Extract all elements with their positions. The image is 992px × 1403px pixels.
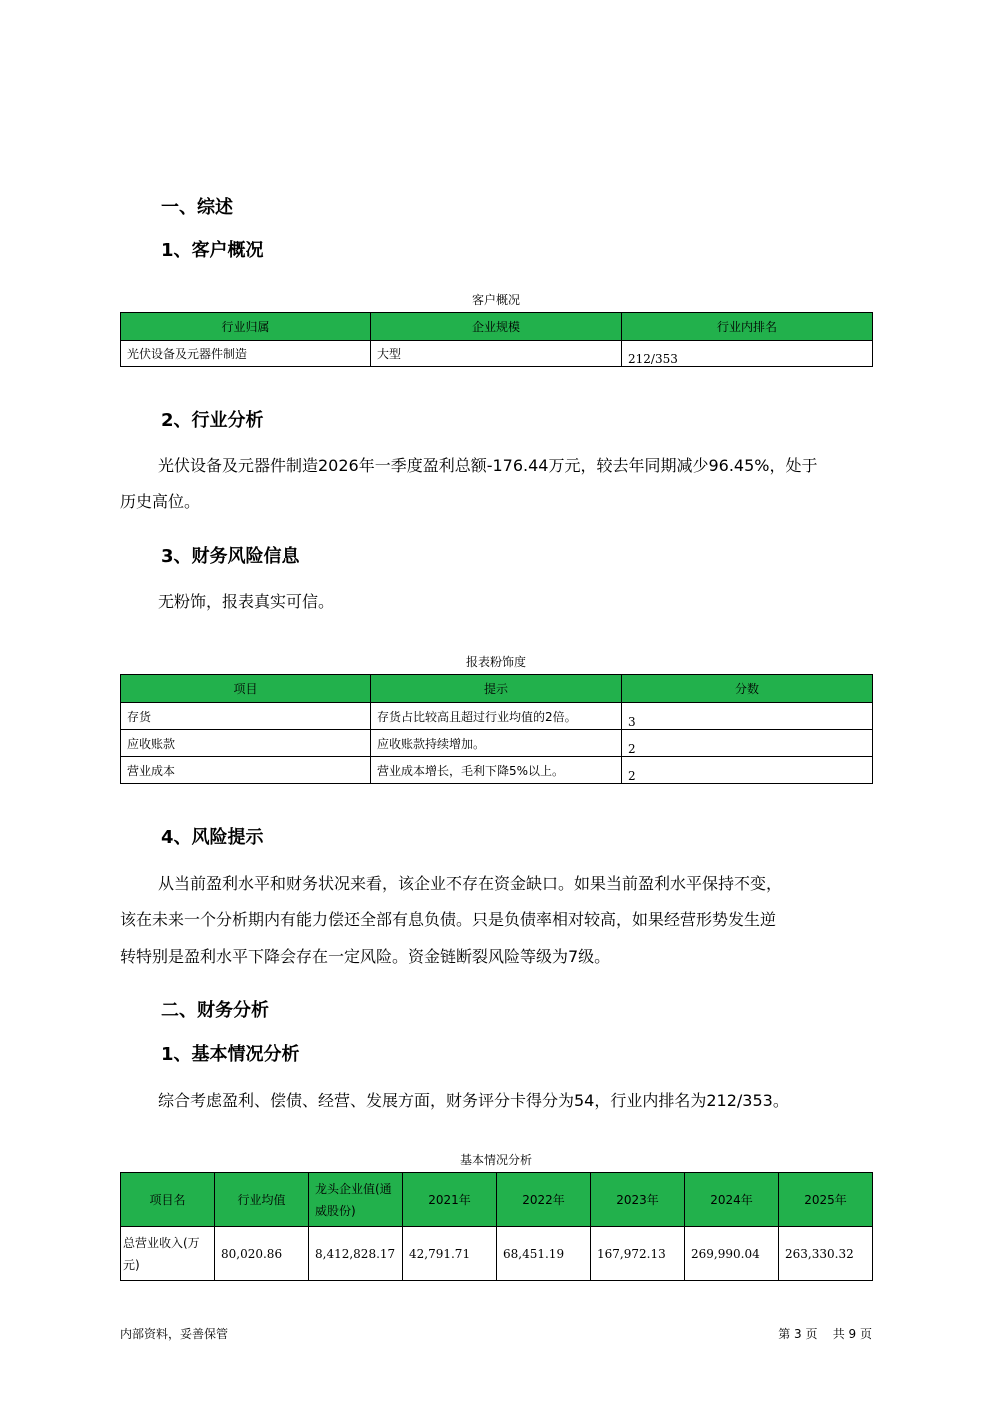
basic-table-caption: 基本情况分析	[459, 1153, 532, 1167]
paragraph-line: 从当前盈利水平和财务状况来看，该企业不存在资金缺口。如果当前盈利水平保持不变，	[158, 874, 783, 893]
subsection-title-risk-warning: 4、风险提示	[161, 827, 264, 848]
table-header-cell: 行业内排名	[622, 313, 873, 341]
table-header-cell: 2022年	[497, 1173, 591, 1227]
table-cell: 应收账款持续增加。	[371, 730, 622, 757]
table-cell: 存货	[121, 703, 371, 730]
table-cell: 3	[622, 703, 873, 730]
table-row	[121, 703, 873, 730]
table-cell: 8,412,828.17	[309, 1227, 403, 1281]
section-title-overview: 一、综述	[161, 197, 233, 218]
subsection-title-customer: 1、客户概况	[161, 240, 264, 261]
table-header-cell: 项目名	[121, 1173, 215, 1227]
table-cell: 营业成本增长，毛利下降5%以上。	[371, 757, 622, 784]
table-cell: 68,451.19	[497, 1227, 591, 1281]
table-row	[121, 730, 873, 757]
table-cell: 269,990.04	[685, 1227, 779, 1281]
whitewash-table	[120, 674, 873, 784]
table-cell: 总营业收入(万元)	[121, 1227, 215, 1281]
table-cell: 167,972.13	[591, 1227, 685, 1281]
table-cell: 42,791.71	[403, 1227, 497, 1281]
table-row	[121, 1227, 873, 1281]
paragraph-line: 综合考虑盈利、偿债、经营、发展方面，财务评分卡得分为54，行业内排名为212/353。	[158, 1091, 789, 1110]
paragraph-line: 该在未来一个分析期内有能力偿还全部有息负债。只是负债率相对较高，如果经营形势发生逆	[120, 910, 777, 929]
table-header-cell: 2023年	[591, 1173, 685, 1227]
paragraph-line: 历史高位。	[120, 492, 201, 511]
paragraph-line: 转特别是盈利水平下降会存在一定风险。资金链断裂风险等级为7级。	[120, 947, 611, 966]
table-cell: 212/353	[622, 341, 873, 367]
section-title-financial-analysis: 二、财务分析	[161, 1000, 269, 1021]
table-header-cell: 分数	[622, 675, 873, 703]
table-header-cell: 行业归属	[121, 313, 371, 341]
table-header-cell: 龙头企业值(通威股份)	[309, 1173, 403, 1227]
table-cell: 光伏设备及元器件制造	[121, 341, 371, 367]
table-header-cell: 项目	[121, 675, 371, 703]
footer-page-number: 第 3 页 共 9 页	[778, 1327, 872, 1341]
subsection-title-industry: 2、行业分析	[161, 410, 264, 431]
table-cell: 应收账款	[121, 730, 371, 757]
subsection-title-basic-analysis: 1、基本情况分析	[161, 1044, 300, 1065]
table-cell: 2	[622, 730, 873, 757]
customer-table-caption: 客户概况	[471, 293, 520, 307]
paragraph-line: 无粉饰，报表真实可信。	[158, 592, 335, 611]
table-header-cell: 2021年	[403, 1173, 497, 1227]
table-cell: 263,330.32	[779, 1227, 873, 1281]
table-header-cell: 行业均值	[215, 1173, 309, 1227]
table-header-cell: 企业规模	[371, 313, 622, 341]
table-header-cell: 提示	[371, 675, 622, 703]
table-cell: 大型	[371, 341, 622, 367]
whitewash-table-caption: 报表粉饰度	[465, 655, 526, 669]
table-row	[121, 757, 873, 784]
table-cell: 80,020.86	[215, 1227, 309, 1281]
paragraph-line: 光伏设备及元器件制造2026年一季度盈利总额-176.44万元，较去年同期减少96.45%，处于	[158, 456, 818, 475]
table-header-cell: 2025年	[779, 1173, 873, 1227]
footer-confidential: 内部资料，妥善保管	[120, 1327, 229, 1341]
table-cell: 2	[622, 757, 873, 784]
customer-table	[120, 312, 873, 367]
table-cell: 存货占比较高且超过行业均值的2倍。	[371, 703, 622, 730]
subsection-title-risk-info: 3、财务风险信息	[161, 546, 300, 567]
table-header-cell: 2024年	[685, 1173, 779, 1227]
table-row	[121, 341, 873, 367]
table-cell: 营业成本	[121, 757, 371, 784]
basic-analysis-table	[120, 1172, 873, 1281]
